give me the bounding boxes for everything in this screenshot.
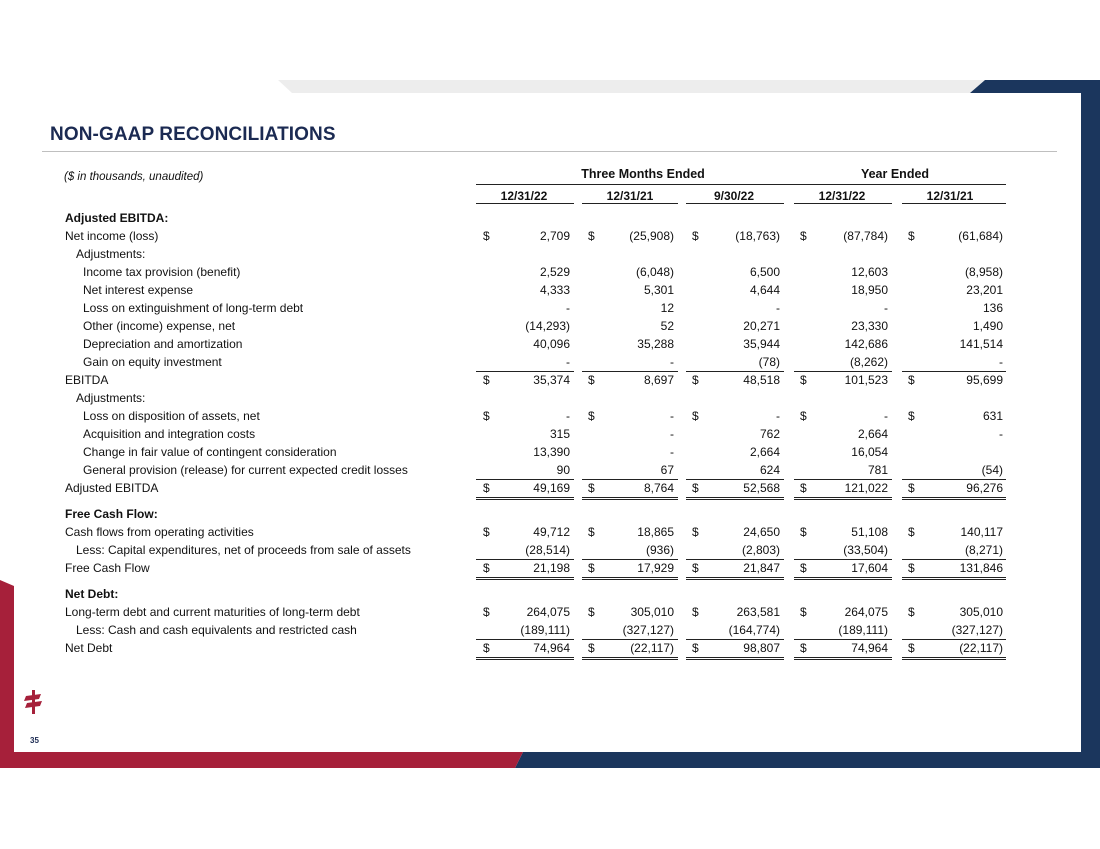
table-row [0,391,1100,409]
table-cell: 51,108 [851,525,888,539]
table-cell: 315 [549,427,570,441]
table-cell: 131,846 [959,561,1003,575]
row-label: Adjusted EBITDA [65,481,159,495]
table-row [0,211,1100,229]
total-rule [686,371,784,372]
currency-symbol: $ [483,481,490,495]
row-label: Net Debt [65,641,113,655]
table-row [0,409,1100,427]
total-rule [902,479,1006,480]
total-rule [582,657,678,658]
table-cell: 141,514 [959,337,1003,351]
column-header-rule [686,203,784,204]
row-label: General provision (release) for current expected credit losses [83,463,408,477]
row-label: Long-term debt and current maturities of long-term debt [65,605,360,619]
currency-symbol: $ [588,605,595,619]
table-cell: 305,010 [959,605,1003,619]
total-rule [794,639,892,640]
table-cell: 781 [867,463,888,477]
table-cell: 263,581 [736,605,780,619]
currency-symbol: $ [908,525,915,539]
row-label: Adjustments: [76,391,146,405]
table-cell: 140,117 [960,525,1003,539]
total-rule [686,657,784,658]
currency-symbol: $ [692,561,699,575]
total-rule [794,577,892,578]
table-cell: 2,529 [539,265,570,279]
currency-symbol: $ [692,373,699,387]
table-cell: (28,514) [525,543,570,557]
table-cell: (87,784) [843,229,888,243]
column-header-rule [794,203,892,204]
total-rule [476,659,574,660]
table-row [0,587,1100,605]
currency-symbol: $ [588,409,595,423]
total-rule [794,659,892,660]
total-rule [902,559,1006,560]
total-rule [686,639,784,640]
title-divider [42,151,1057,152]
table-cell: (6,048) [635,265,674,279]
currency-symbol: $ [908,481,915,495]
row-label: Change in fair value of contingent consideration [83,445,337,459]
currency-symbol: $ [692,409,699,423]
table-cell: - [776,301,780,315]
table-cell: - [884,409,888,423]
total-rule [686,577,784,578]
table-cell: 48,518 [743,373,780,387]
table-cell: - [776,409,780,423]
table-cell: 142,686 [844,337,888,351]
table-cell: 67 [660,463,674,477]
total-rule [476,639,574,640]
table-cell: 35,288 [637,337,674,351]
row-label: Adjusted EBITDA: [65,211,169,225]
table-row [0,265,1100,283]
table-cell: 4,333 [539,283,570,297]
table-cell: 20,271 [743,319,780,333]
table-row [0,319,1100,337]
row-label: Net income (loss) [65,229,159,243]
currency-symbol: $ [483,373,490,387]
total-rule [476,497,574,498]
currency-symbol: $ [692,525,699,539]
table-row [0,427,1100,445]
table-cell: 23,330 [851,319,888,333]
table-cell: 49,169 [533,481,570,495]
table-cell: 40,096 [533,337,570,351]
total-rule [902,577,1006,578]
currency-symbol: $ [908,229,915,243]
table-cell: (189,111) [838,623,888,637]
table-cell: 49,712 [533,525,570,539]
table-cell: 2,709 [539,229,570,243]
table-cell: 4,644 [749,283,780,297]
table-row [0,525,1100,543]
table-cell: 74,964 [533,641,570,655]
total-rule [582,479,678,480]
row-label: Less: Capital expenditures, net of proceeds from sale of assets [76,543,411,557]
currency-symbol: $ [908,373,915,387]
group-header-year: Year Ended [860,167,930,181]
table-row [0,247,1100,265]
currency-symbol: $ [692,229,699,243]
total-rule [902,371,1006,372]
table-row [0,301,1100,319]
table-cell: 264,075 [526,605,570,619]
total-rule [794,657,892,658]
row-label: Loss on disposition of assets, net [83,409,260,423]
table-cell: 21,198 [533,561,570,575]
row-label: Net Debt: [65,587,119,601]
currency-symbol: $ [800,409,807,423]
currency-symbol: $ [908,641,915,655]
total-rule [582,497,678,498]
currency-symbol: $ [692,641,699,655]
table-row [0,337,1100,355]
total-rule [686,499,784,500]
table-cell: (189,111) [520,623,570,637]
currency-symbol: $ [483,409,490,423]
table-row [0,445,1100,463]
currency-symbol: $ [800,561,807,575]
table-cell: 2,664 [857,427,888,441]
currency-symbol: $ [483,229,490,243]
column-header-4: 12/31/22 [818,189,866,203]
table-cell: 762 [759,427,780,441]
table-cell: - [566,409,570,423]
currency-symbol: $ [908,605,915,619]
row-label: Gain on equity investment [83,355,222,369]
table-cell: 18,865 [637,525,674,539]
table-cell: (8,262) [849,355,888,369]
total-rule [794,497,892,498]
currency-symbol: $ [483,641,490,655]
table-cell: 95,699 [966,373,1003,387]
table-cell: (18,763) [735,229,780,243]
table-cell: - [566,355,570,369]
table-cell: 13,390 [533,445,570,459]
table-cell: 17,929 [637,561,674,575]
currency-symbol: $ [800,229,807,243]
group-rule-three-months [476,184,806,185]
table-row [0,229,1100,247]
total-rule [902,499,1006,500]
row-label: Income tax provision (benefit) [83,265,241,279]
column-header-rule [582,203,678,204]
table-cell: (936) [645,543,674,557]
page-title: NON-GAAP RECONCILIATIONS [50,124,336,145]
table-cell: - [670,445,674,459]
table-cell: 35,374 [533,373,570,387]
currency-symbol: $ [588,481,595,495]
total-rule [794,579,892,580]
total-rule [476,577,574,578]
currency-symbol: $ [800,373,807,387]
total-rule [902,579,1006,580]
row-label: Other (income) expense, net [83,319,236,333]
table-cell: (78) [758,355,780,369]
table-cell: 74,964 [851,641,888,655]
table-cell: 8,697 [643,373,674,387]
total-rule [686,579,784,580]
table-cell: 2,664 [749,445,780,459]
table-cell: 1,490 [972,319,1003,333]
table-cell: 305,010 [630,605,674,619]
units-note: ($ in thousands, unaudited) [64,171,204,183]
table-cell: 24,650 [743,525,780,539]
table-cell: 18,950 [851,283,888,297]
currency-symbol: $ [588,229,595,243]
table-cell: 6,500 [749,265,780,279]
total-rule [686,559,784,560]
total-rule [794,371,892,372]
table-row [0,507,1100,525]
total-rule [686,497,784,498]
row-label: Cash flows from operating activities [65,525,254,539]
table-cell: (33,504) [843,543,888,557]
total-rule [476,479,574,480]
table-cell: 35,944 [743,337,780,351]
table-cell: 631 [982,409,1003,423]
table-cell: - [999,355,1003,369]
logo-mark-icon [24,690,44,714]
table-cell: - [999,427,1003,441]
table-cell: (61,684) [958,229,1003,243]
currency-symbol: $ [800,525,807,539]
total-rule [686,479,784,480]
total-rule [476,657,574,658]
column-header-5: 12/31/21 [926,189,974,203]
table-cell: - [884,301,888,315]
table-cell: (327,127) [951,623,1003,637]
total-rule [476,579,574,580]
table-cell: 17,604 [851,561,888,575]
currency-symbol: $ [483,525,490,539]
total-rule [902,639,1006,640]
total-rule [582,371,678,372]
table-row [0,605,1100,623]
total-rule [794,499,892,500]
table-cell: 5,301 [643,283,674,297]
total-rule [902,659,1006,660]
row-label: Free Cash Flow: [65,507,158,521]
total-rule [582,659,678,660]
row-label: Free Cash Flow [65,561,150,575]
currency-symbol: $ [483,605,490,619]
table-cell: 136 [982,301,1003,315]
currency-symbol: $ [908,561,915,575]
column-header-2: 12/31/21 [606,189,654,203]
table-cell: - [670,427,674,441]
row-label: Adjustments: [76,247,146,261]
table-cell: (8,271) [964,543,1003,557]
table-cell: - [670,355,674,369]
table-cell: 101,523 [844,373,888,387]
total-rule [902,497,1006,498]
currency-symbol: $ [908,409,915,423]
currency-symbol: $ [692,605,699,619]
row-label: Acquisition and integration costs [83,427,256,441]
currency-symbol: $ [483,561,490,575]
table-cell: 12 [660,301,674,315]
row-label: Net interest expense [83,283,194,297]
table-cell: 23,201 [966,283,1003,297]
row-label: Less: Cash and cash equivalents and restricted cash [76,623,357,637]
table-cell: (2,803) [741,543,780,557]
total-rule [582,579,678,580]
total-rule [476,559,574,560]
total-rule [582,499,678,500]
table-cell: (54) [981,463,1003,477]
total-rule [794,559,892,560]
group-rule-year [792,184,1006,185]
column-header-3: 9/30/22 [713,189,755,203]
table-cell: 624 [759,463,780,477]
table-cell: 52,568 [743,481,780,495]
total-rule [902,657,1006,658]
total-rule [476,499,574,500]
total-rule [476,371,574,372]
table-cell: (22,117) [959,641,1003,655]
table-cell: - [566,301,570,315]
column-header-rule [476,203,574,204]
row-label: Depreciation and amortization [83,337,243,351]
total-rule [582,639,678,640]
group-header-three-months: Three Months Ended [581,167,705,181]
table-row [0,283,1100,301]
row-label: Loss on extinguishment of long-term debt [83,301,304,315]
column-header-1: 12/31/22 [500,189,548,203]
total-rule [686,659,784,660]
total-rule [794,479,892,480]
currency-symbol: $ [800,605,807,619]
page-number: 35 [30,736,39,745]
currency-symbol: $ [692,481,699,495]
currency-symbol: $ [588,525,595,539]
table-cell: (14,293) [525,319,570,333]
column-header-rule [902,203,1006,204]
currency-symbol: $ [800,481,807,495]
table-cell: 264,075 [844,605,888,619]
company-logo [24,690,44,719]
table-cell: 90 [556,463,570,477]
table-cell: (22,117) [630,641,674,655]
table-cell: 96,276 [966,481,1003,495]
currency-symbol: $ [588,561,595,575]
row-label: EBITDA [65,373,109,387]
table-cell: (25,908) [629,229,674,243]
table-cell: 121,022 [844,481,888,495]
table-cell: (164,774) [728,623,780,637]
table-cell: (327,127) [622,623,674,637]
table-row [0,373,1100,391]
table-cell: - [670,409,674,423]
table-cell: 12,603 [851,265,888,279]
table-cell: 52 [660,319,674,333]
total-rule [582,559,678,560]
currency-symbol: $ [588,641,595,655]
table-cell: 21,847 [743,561,780,575]
table-cell: 8,764 [643,481,674,495]
currency-symbol: $ [588,373,595,387]
currency-symbol: $ [800,641,807,655]
table-cell: 16,054 [851,445,888,459]
table-cell: 98,807 [743,641,780,655]
table-cell: (8,958) [964,265,1003,279]
total-rule [582,577,678,578]
